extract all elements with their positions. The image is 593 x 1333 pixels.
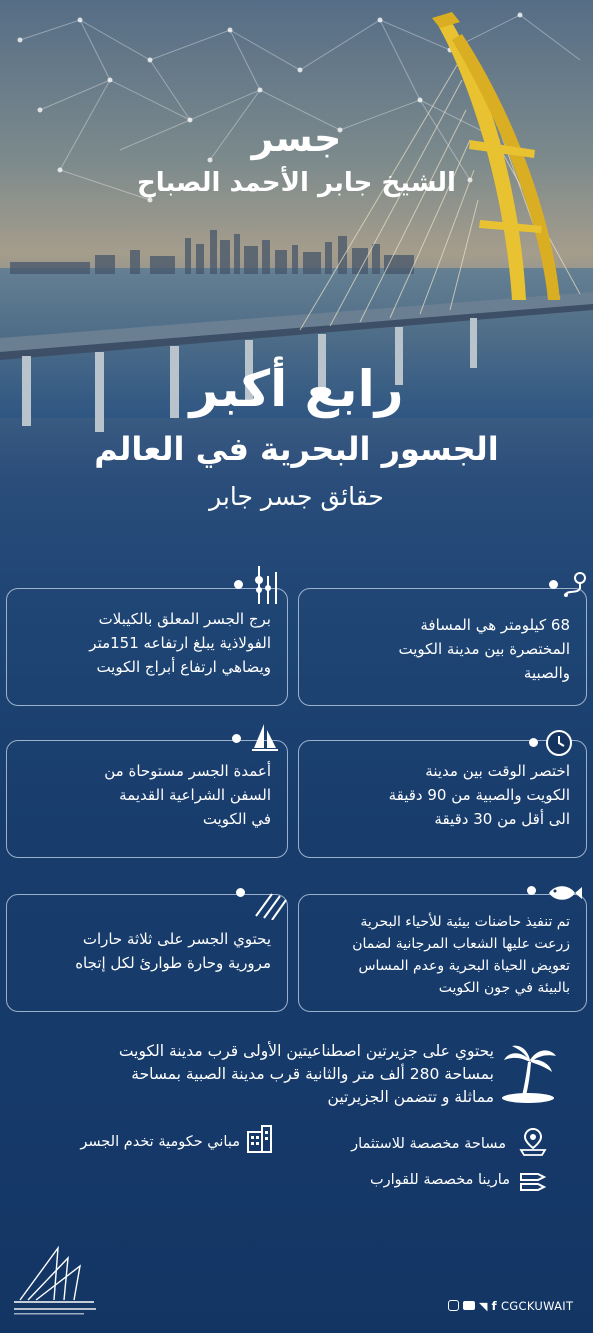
clock-icon <box>544 728 574 758</box>
headline-fourth-largest: رابع أكبر <box>189 360 404 418</box>
headline-largest-bridges: الجسور البحرية في العالم <box>94 430 499 468</box>
map-route-icon <box>560 568 590 598</box>
bullet-dot <box>549 580 558 589</box>
islands-line: يحتوي على جزيرتين اصطناعيتين الأولى قرب مدينة الكويت <box>118 1042 494 1060</box>
bullet-dot <box>529 738 538 747</box>
fact-line: تعويض الحياة البحرية وعدم المساس <box>358 958 570 974</box>
fact-card-tower <box>6 588 288 706</box>
bullet-dot <box>234 580 243 589</box>
feature-government: مباني حكومية تخدم الجسر <box>80 1134 240 1150</box>
feature-marina: مارينا مخصصة للقوارب <box>369 1172 510 1188</box>
fact-line: الكويت والصبية من 90 دقيقة <box>388 786 570 804</box>
bullet-dot <box>236 888 245 897</box>
fact-line: أعمدة الجسر مستوحاة من <box>104 762 271 780</box>
title-bridge: جسر <box>251 116 342 160</box>
fact-line: يحتوي الجسر على ثلاثة حارات <box>82 930 271 948</box>
fact-line: 68 كيلومتر هي المسافة <box>420 616 570 634</box>
fact-card-sail <box>6 740 288 858</box>
fact-line: ويضاهي ارتفاع أبراج الكويت <box>96 658 271 676</box>
islands-description <box>8 1040 494 1109</box>
fact-card-distance <box>298 588 587 706</box>
feature-investment: مساحة مخصصة للاستثمار <box>351 1136 506 1152</box>
fact-line: برج الجسر المعلق بالكيبلات <box>98 610 271 628</box>
fact-line: اختصر الوقت بين مدينة <box>425 762 570 780</box>
bullet-dot <box>232 734 241 743</box>
islands-line: مماثلة و تتضمن الجزيرتين <box>327 1088 494 1106</box>
subtitle-facts: حقائق جسر جابر <box>209 482 384 511</box>
map-pin-area-icon <box>518 1126 548 1156</box>
facebook-icon[interactable]: f <box>491 1299 497 1313</box>
fact-line: في الكويت <box>202 810 271 828</box>
social-handle[interactable]: CGCKUWAIT <box>500 1299 574 1313</box>
twitter-icon[interactable]: ◥ <box>478 1300 488 1313</box>
instagram-icon[interactable] <box>448 1300 459 1311</box>
road-lanes-icon <box>252 890 288 920</box>
palm-island-icon <box>500 1042 558 1104</box>
sail-boat-icon <box>250 722 280 752</box>
social-footer[interactable] <box>448 1299 573 1313</box>
fact-line: زرعت عليها الشعاب المرجانية لضمان <box>352 936 570 952</box>
fish-icon <box>543 878 583 908</box>
fact-line: والصبية <box>523 664 570 682</box>
fact-card-environment <box>298 894 587 1012</box>
cgc-logo <box>10 1240 100 1320</box>
fact-line: الى أقل من 30 دقيقة <box>434 810 570 828</box>
fact-line: مرورية وحارة طوارئ لكل إتجاه <box>75 954 271 972</box>
youtube-icon[interactable] <box>463 1301 475 1310</box>
title-bridge-name: الشيخ جابر الأحمد الصباح <box>137 168 456 198</box>
fact-line: بالبيئة في جون الكويت <box>438 980 570 996</box>
fact-line: السفن الشراعية القديمة <box>119 786 271 804</box>
building-icon <box>244 1124 274 1154</box>
fact-card-lanes <box>6 894 288 1012</box>
kuwait-towers-icon <box>252 562 282 606</box>
fact-line: تم تنفيذ حاضنات بيئية للأحياء البحرية <box>360 914 570 930</box>
bullet-dot <box>527 886 536 895</box>
marina-boats-icon <box>518 1166 548 1196</box>
fact-line: الفولاذية يبلغ ارتفاعه 151متر <box>89 634 271 652</box>
fact-line: المختصرة بين مدينة الكويت <box>398 640 570 658</box>
islands-line: بمساحة 280 ألف متر والثانية قرب مدينة الصبية بمساحة <box>131 1065 494 1083</box>
